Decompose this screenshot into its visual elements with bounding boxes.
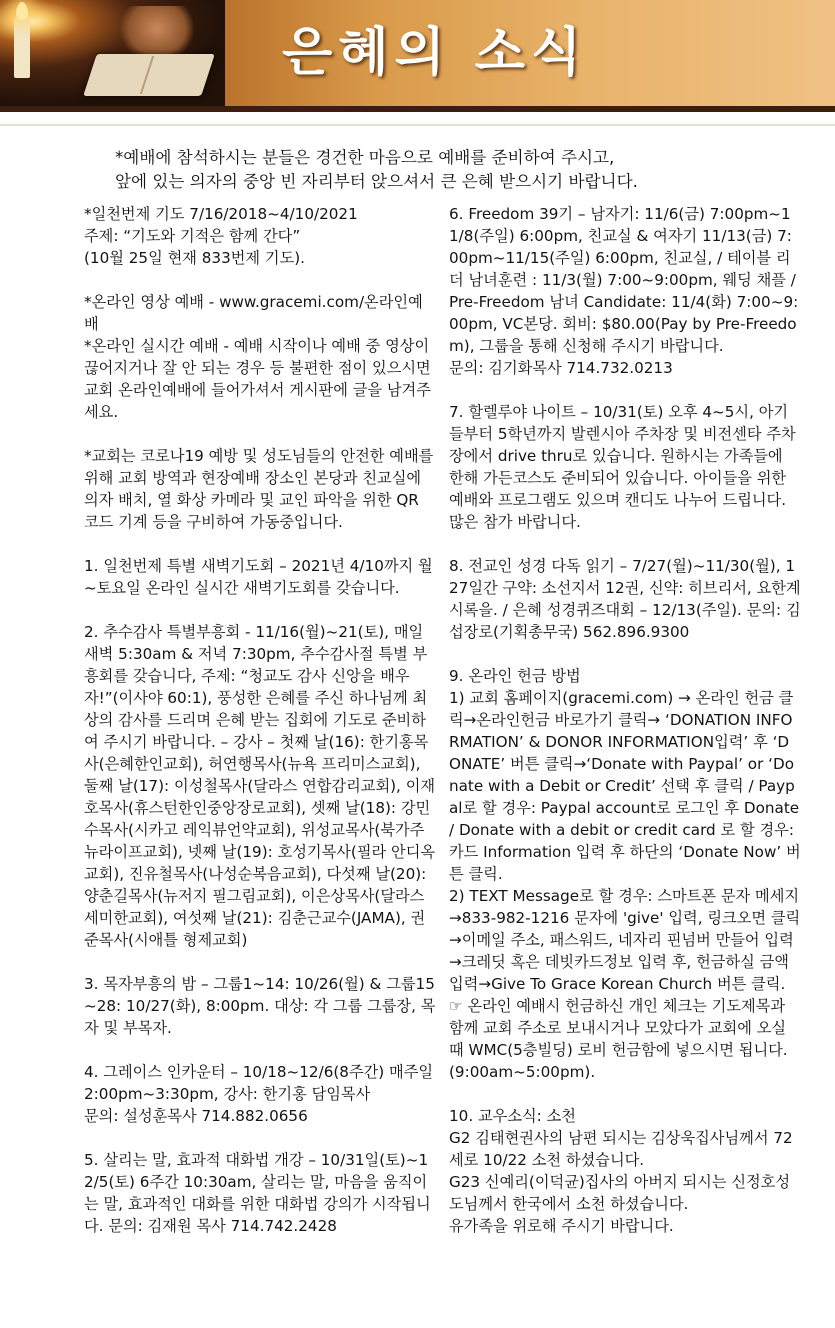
announcement-text: *온라인 영상 예배 - www.gracemi.com/온라인예배 — [84, 293, 423, 333]
announcement-text: 2. 추수감사 특별부흥회 - 11/16(월)~21(토), 매일 새벽 5:30am & 저녁 7:30pm, 추수감사절 특별 부흥회를 갖습니다, 주제: “청교도 감사 신앙을 배우자!”(이사야 60:1), 풍성한 은혜를 주신 하나님께 최상의 감사를 드리며 은혜 받는 집회에 기도로 준비하여 주시기 바랍니다. – 강사 – 첫째 날(16): 한기홍목사(은혜한인교회), 허연행목사(뉴욕 프리미스교회), 둘째 날(17): 이성철목사(달라스 연합감리교회), 이재호목사(휴스턴한인중앙장로교회), 셋째 날(18): 강민수목사(시카고 레익뷰언약교회), 위성교목사(북가주 뉴라이프교회), 넷째 날(19): 호성기목사(필라 안디옥교회), 진유철목사(나성순복음교회), 다섯째 날(20): 양춘길목사(뉴저지 필그림교회), 이은상목사(달라스 세미한교회), 여섯째 날(21): 김춘근교수(JAMA), 권준목사(시애틀 형제교회) — [84, 623, 436, 949]
header-banner — [0, 0, 835, 112]
announcement-text: *온라인 실시간 예배 - 예배 시작이나 예배 중 영상이 끊어지거나 잘 안 되는 경우 등 불편한 점이 있으시면 교회 온라인예배에 들어가셔서 게시판에 글을 남겨주세요. — [84, 337, 431, 421]
announcement-item — [84, 445, 436, 533]
announcement-text: 2) TEXT Message로 할 경우: 스마트폰 문자 메세지→833-982-1216 문자에 'give' 입력, 링크오면 클릭→이메일 주소, 패스워드, 네자리 핀넘버 만들어 입력→크레딧 혹은 데빗카드정보 입력 후, 헌금하실 금액 입력→Give To Grace Korean Church 버튼 클릭. — [449, 887, 801, 993]
announcement-text: 주제: “기도와 기적은 함께 간다” — [84, 227, 301, 245]
announcement-item — [84, 291, 436, 423]
announcement-text: (10월 25일 현재 833번제 기도). — [84, 249, 305, 267]
page-title: 은혜의 소식 — [282, 22, 588, 83]
header-underline — [0, 106, 835, 112]
announcement-text: ☞ 온라인 예배시 헌금하신 개인 체크는 기도제목과 함께 교회 주소로 보내시거나 모았다가 교회에 오실 때 WMC(5층빌딩) 로비 헌금함에 넣으시면 됩니다. (9:00am~5:00pm). — [449, 997, 788, 1081]
announcement-text: 7. 할렐루야 나이트 – 10/31(토) 오후 4~5시, 아기들부터 5학년까지 발렌시아 주차장 및 비전센타 주차장에서 drive thru로 있습니다. 원하시는 가족들에 한해 가든코스도 준비되어 있습니다. 아이들을 위한 예배와 프로그램도 있으며 캔디도 나누어 드립니다. 많은 참가 바랍니다. — [449, 403, 796, 531]
intro-notice — [115, 146, 805, 194]
announcement-text: 8. 전교인 성경 다독 읽기 – 7/27(월)~11/30(월), 127일간 구약: 소선지서 12권, 신약: 히브리서, 요한계시록을. / 은혜 성경퀴즈대회 – 12/13(주일). 문의: 김섭장로(기획총무국) 562.896.9300 — [449, 557, 801, 641]
announcement-text: 유가족을 위로해 주시기 바랍니다. — [449, 1217, 674, 1235]
announcement-text: 4. 그레이스 인카운터 – 10/18~12/6(8주간) 매주일 2:00pm~3:30pm, 강사: 한기홍 담임목사 — [84, 1063, 434, 1103]
announcement-text: 9. 온라인 헌금 방법 — [449, 667, 581, 685]
announcement-text: 1. 일천번제 특별 새벽기도회 – 2021년 4/10까지 월~토요일 온라인 실시간 새벽기도회를 갖습니다. — [84, 557, 433, 597]
announcement-text: 5. 살리는 말, 효과적 대화법 개강 – 10/31일(토)~12/5(토) 6주간 10:30am, 살리는 말, 마음을 움직이는 말, 효과적인 대화를 위한 대화법 강의가 시작됩니다. 문의: 김재원 목사 714.742.2428 — [84, 1151, 431, 1235]
announcement-item — [84, 973, 436, 1039]
announcement-item — [449, 203, 801, 379]
announcement-text: 1) 교회 홈페이지(gracemi.com) → 온라인 헌금 클릭→온라인헌금 바로가기 클릭→ ‘DONATION INFORMATION’ & DONOR INFORMATION입력’ 후 ‘DONATE’ 버튼 클릭→‘Donate with Paypal’ or ‘Donate with a Debit or Credit’ 선택 후 클릭 / Paypal로 할 경우: Paypal account로 로그인 후 Donate / Donate with a debit or credit card 로 할 경우: 카드 Information 입력 후 하단의 ‘Donate Now’ 버튼 클릭. — [449, 689, 801, 883]
announcement-item — [449, 665, 801, 1083]
announcement-text: 3. 목자부흥의 밤 – 그룹1~14: 10/26(월) & 그룹15~28: 10/27(화), 8:00pm. 대상: 각 그룹 그룹장, 목자 및 부목자. — [84, 975, 436, 1037]
announcement-item — [84, 621, 436, 951]
announcement-item — [449, 555, 801, 643]
announcement-item — [84, 555, 436, 599]
announcement-text: G2 김태현권사의 남편 되시는 김상욱집사님께서 72세로 10/22 소천 하셨습니다. — [449, 1129, 793, 1169]
prayer-candle-photo — [0, 0, 225, 106]
announcement-text: *일천번제 기도 7/16/2018~4/10/2021 — [84, 205, 358, 223]
announcement-text: 6. Freedom 39기 – 남자기: 11/6(금) 7:00pm~11/8(주일) 6:00pm, 친교실 & 여자기 11/13(금) 7:00pm~11/15(주일) 6:00pm, 친교실, / 테이블 리더 남녀훈련 : 11/3(월) 7:00~9:00pm, 웨딩 채플 / Pre-Freedom 남녀 Candidate: 11/4(화) 7:00~9:00pm, VC본당. 회비: $80.00(Pay by Pre-Freedom), 그룹을 통해 신청해 주시기 바랍니다. — [449, 205, 799, 355]
announcement-text: *교회는 코로나19 예방 및 성도님들의 안전한 예배를 위해 교회 방역과 현장예배 장소인 본당과 친교실에 의자 배치, 열 화상 카메라 및 교인 파악을 위한 QR 코드 기계 등을 구비하여 가동중입니다. — [84, 447, 434, 531]
right-column — [449, 203, 801, 1259]
flame-icon — [16, 2, 28, 20]
announcement-item — [449, 401, 801, 533]
announcement-item — [84, 1149, 436, 1237]
intro-line: *예배에 참석하시는 분들은 경건한 마음으로 예배를 준비하여 주시고, — [115, 148, 615, 167]
announcement-text: 10. 교우소식: 소천 — [449, 1107, 576, 1125]
announcement-text: 문의: 김기화목사 714.732.0213 — [449, 359, 673, 377]
intro-line: 앞에 있는 의자의 중앙 빈 자리부터 앉으셔서 큰 은혜 받으시기 바랍니다. — [115, 172, 638, 191]
announcement-item — [84, 1061, 436, 1127]
candle-icon — [14, 18, 30, 78]
announcement-text: 문의: 설성훈목사 714.882.0656 — [84, 1107, 308, 1125]
left-column — [84, 203, 436, 1259]
announcement-text: G23 신예리(이덕균)집사의 아버지 되시는 신정호성도님께서 한국에서 소천 하셨습니다. — [449, 1173, 791, 1213]
announcement-item — [84, 203, 436, 269]
announcement-item — [449, 1105, 801, 1237]
open-bible-icon — [83, 54, 215, 96]
header-divider — [0, 124, 835, 126]
